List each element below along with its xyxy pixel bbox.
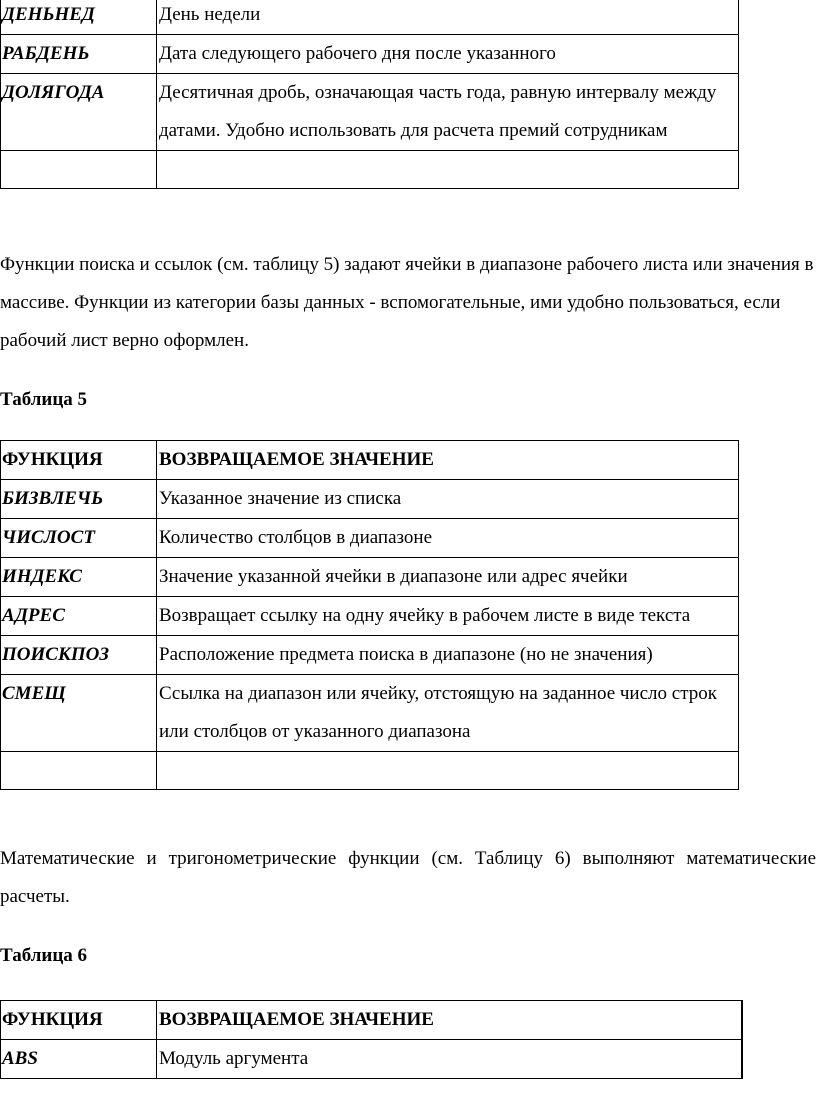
table-row: [1, 1040, 743, 1079]
function-name-cell: ДЕНЬНЕД: [1, 0, 157, 35]
table-header-row: [1, 441, 739, 480]
column-header-function: ФУНКЦИЯ: [1, 441, 157, 480]
paragraph-math-functions: Математические и тригонометрические функции (см. Таблицу 6) выполняют математические расчеты.: [0, 848, 816, 907]
function-name-cell: АДРЕС: [1, 597, 157, 636]
column-header-return-value: ВОЗВРАЩАЕМОЕ ЗНАЧЕНИЕ: [157, 441, 739, 480]
table-row: [1, 74, 739, 151]
function-name-cell: ПОИСКПОЗ: [1, 636, 157, 675]
table-row: [1, 0, 739, 35]
table-row: [1, 636, 739, 675]
column-header-function: ФУНКЦИЯ: [1, 1001, 157, 1040]
return-value-cell: Значение указанной ячейки в диапазоне или адрес ячейки: [157, 558, 739, 597]
table-5-caption: Таблица 5: [0, 389, 88, 410]
table-row: [1, 558, 739, 597]
return-value-cell: Модуль аргумента: [157, 1040, 743, 1079]
return-value-cell: Количество столбцов в диапазоне: [157, 519, 739, 558]
function-name-cell: [1, 151, 157, 189]
return-value-cell: День недели: [157, 0, 739, 35]
return-value-cell: [157, 752, 739, 790]
return-value-cell: [157, 151, 739, 189]
table-header-row: [1, 1001, 743, 1040]
return-value-cell: Дата следующего рабочего дня после указанного: [157, 35, 739, 74]
table-6: [0, 1000, 743, 1079]
function-name-cell: РАБДЕНЬ: [1, 35, 157, 74]
function-name-cell: БИЗВЛЕЧЬ: [1, 480, 157, 519]
return-value-cell: Указанное значение из списка: [157, 480, 739, 519]
table-row: [1, 519, 739, 558]
table-6-caption: Таблица 6: [0, 945, 88, 966]
return-value-cell: Возвращает ссылку на одну ячейку в рабочем листе в виде текста: [157, 597, 739, 636]
table-row: [1, 752, 739, 790]
table-row: [1, 597, 739, 636]
function-name-cell: ИНДЕКС: [1, 558, 157, 597]
function-name-cell: ДОЛЯГОДА: [1, 74, 157, 151]
function-name-cell: [1, 752, 157, 790]
table-row: [1, 480, 739, 519]
return-value-cell: Расположение предмета поиска в диапазоне (но не значения): [157, 636, 739, 675]
function-name-cell: ЧИСЛОСТ: [1, 519, 157, 558]
table-row: [1, 151, 739, 189]
function-name-cell: СМЕЩ: [1, 675, 157, 752]
table-5: [0, 440, 739, 790]
table-row: [1, 675, 739, 752]
function-name-cell: ABS: [1, 1040, 157, 1079]
return-value-cell: Ссылка на диапазон или ячейку, отстоящую на заданное число строк или столбцов от указанного диапазона: [157, 675, 739, 752]
table-4-continued: [0, 0, 739, 189]
table-row: [1, 35, 739, 74]
column-header-return-value: ВОЗВРАЩАЕМОЕ ЗНАЧЕНИЕ: [157, 1001, 743, 1040]
paragraph-lookup-functions: Функции поиска и ссылок (см. таблицу 5) задают ячейки в диапазоне рабочего листа или значения в массиве. Функции из категории базы данных - вспомогательные, ими удобно пользоваться, если рабочий лист верно оформлен.: [0, 254, 814, 351]
return-value-cell: Десятичная дробь, означающая часть года, равную интервалу между датами. Удобно использовать для расчета премий сотрудникам: [157, 74, 739, 151]
